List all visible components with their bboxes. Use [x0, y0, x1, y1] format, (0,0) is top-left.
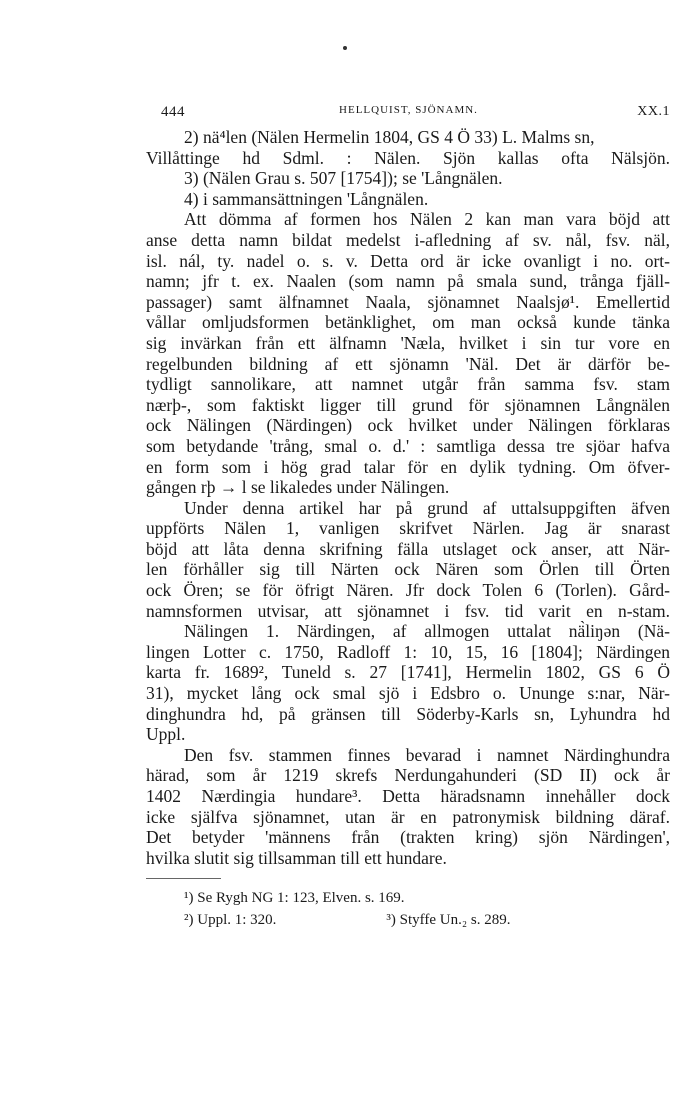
- text-line: Under denna artikel har på grund af uttalsuppgiften äfven: [184, 497, 670, 518]
- text-line: Den fsv. stammen finnes bevarad i namnet Närdinghundra: [184, 744, 670, 765]
- print-speck: [343, 46, 347, 50]
- text-line: namn; jfr t. ex. Naalen (som namn på smala sund, trånga fjäll-: [146, 271, 670, 292]
- text-line: dinghundra hd, på gränsen till Söderby-Karls sn, Lyhundra hd: [146, 703, 670, 724]
- text-line: isl. nál, ty. nadel o. s. v. Detta ord är icke ovanligt i no. ort-: [146, 250, 670, 271]
- text-line: ock Ören; se för öfrigt Nären. Jfr dock Tolen 6 (Torlen). Gård-: [146, 580, 670, 601]
- text-line: len förhåller sig till Närten ock Nären som Örlen till Örten: [146, 559, 670, 580]
- footnote-3: ³) Styffe Un.₂ s. 289.: [386, 912, 511, 929]
- text-line: karta fr. 1689², Tuneld s. 27 [1741], Hermelin 1802, GS 6 Ö: [146, 662, 670, 683]
- text-line: passager) samt älfnamnet Naala, sjönamnet Naalsjø¹. Emellertid: [146, 291, 670, 312]
- running-title: HELLQUIST, SJÖNAMN.: [339, 104, 478, 116]
- text-line: 2) nä⁴len (Nälen Hermelin 1804, GS 4 Ö 33) L. Malms sn,: [184, 127, 595, 147]
- text-line: Uppl.: [146, 724, 186, 745]
- text-line: sig invärkan från ett älfnamn 'Næla, hvilket i sin tur vore en: [146, 332, 670, 353]
- text-line: en form som i hög grad talar för en dylik tydning. Om öfver-: [146, 456, 670, 477]
- body-text: [146, 127, 670, 931]
- text-line: 4) i sammansättningen 'Långnälen.: [184, 188, 429, 209]
- text-line: tydligt sannolikare, att namnet utgår från samma fsv. stam: [146, 374, 670, 395]
- text-line: icke själfva sjönamnet, utan är en patronymisk bildning däraf.: [146, 806, 670, 827]
- text-line: anse detta namn bildat medelst i-afledning af sv. nål, fsv. näl,: [146, 229, 670, 250]
- text-line: Villåttinge hd Sdml. : Nälen. Sjön kallas ofta Nälsjön.: [146, 147, 670, 168]
- text-line: härad, som år 1219 skrefs Nerdungahunderi (SD II) ock år: [146, 765, 670, 786]
- running-header: [147, 104, 670, 124]
- text-line: gången rþ → l se likaledes under Nälingen.: [146, 477, 450, 498]
- text-line: 3) (Nälen Grau s. 507 [1754]); se 'Långnälen.: [184, 168, 503, 189]
- text-line: ock Nälingen (Närdingen) ock hvilket under Nälingen förklaras: [146, 415, 670, 436]
- text-line: namnsformen utvisar, att sjönamnet i fsv. tid varit en n-stam.: [146, 600, 670, 621]
- text-line: hvilka slutit sig tillsamman till ett hundare.: [146, 847, 447, 868]
- text-line: Det betyder 'männens från (trakten kring) sjön Närdingen',: [146, 827, 670, 848]
- text-line: uppförts Nälen 1, vanligen skrifvet Närlen. Jag är snarast: [146, 518, 670, 539]
- footnote-2: ²) Uppl. 1: 320.: [184, 912, 277, 929]
- section-number: XX.1: [637, 104, 670, 119]
- headword-line: Nälingen 1. Närdingen, af allmogen uttalat nä̀liŋən (Nä-: [184, 621, 670, 642]
- text-line: som betydande 'trång, smal o. d.' : samtliga dessa tre sjöar hafva: [146, 435, 670, 456]
- footnote-row: [146, 909, 670, 931]
- text-line: nærþ-, som faktiskt ligger till grund för sjönamnen Långnälen: [146, 394, 670, 415]
- text-line: 31), mycket lång ock smal sjö i Edsbro o. Ununge s:nar, När-: [146, 683, 670, 704]
- text-line: böjd att låta denna skrifning fälla utslaget ock anser, att När-: [146, 538, 670, 559]
- text-line: Att dömma af formen hos Nälen 2 kan man vara böjd att: [184, 209, 670, 230]
- text-line: vållar omljudsformen betänklighet, om man också kunde tänka: [146, 312, 670, 333]
- text-line: regelbunden bildning af ett sjönamn 'Näl. Det är därför be-: [146, 353, 670, 374]
- text-line: 1402 Nærdingia hundare³. Detta häradsnamn innehåller dock: [146, 786, 670, 806]
- text-line: lingen Lotter c. 1750, Radloff 1: 10, 15, 16 [1804]; Närdingen: [146, 641, 670, 662]
- page-number: 444: [161, 104, 185, 120]
- footnote-divider: [146, 878, 221, 879]
- footnote-1: ¹) Se Rygh NG 1: 123, Elven. s. 169.: [184, 890, 405, 907]
